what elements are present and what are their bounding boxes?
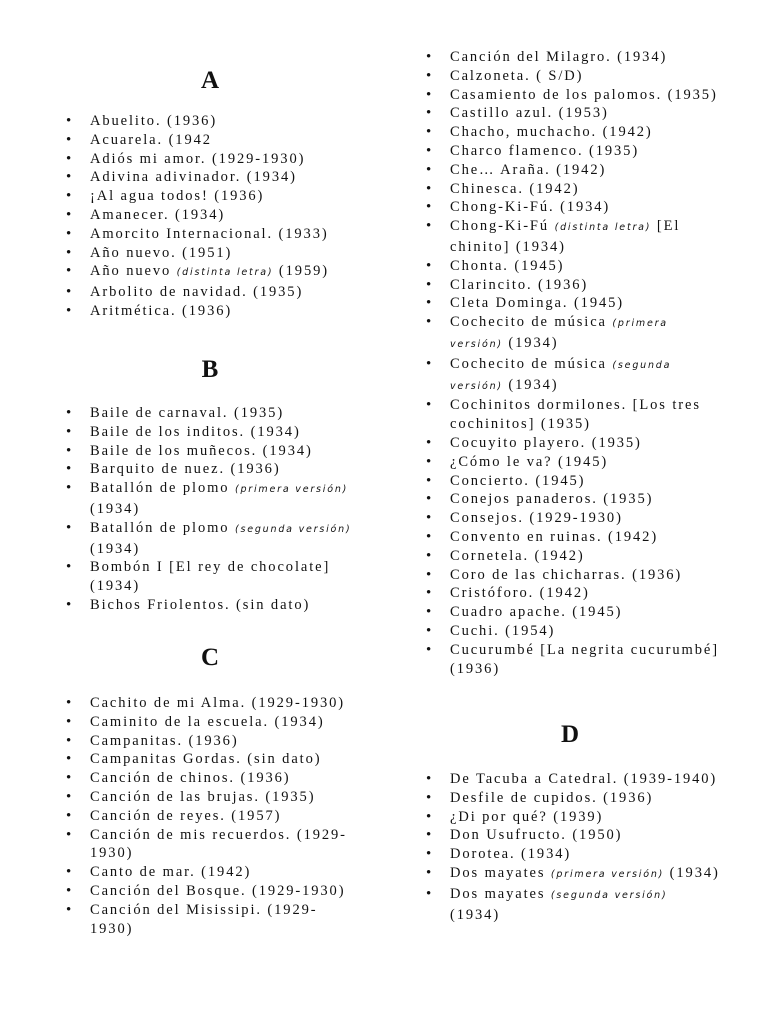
list-item [420,257,720,276]
list-item [60,713,360,732]
list-item [420,453,720,472]
item-text: Cucurumbé [La negrita cucurumbé] (1936) [450,641,719,677]
item-text: Cuchi. (1954) [450,622,556,639]
item-text: Abuelito. (1936) [90,113,218,129]
list-item [60,694,360,713]
item-text: Baile de los inditos. (1934) [90,423,301,440]
list-item [420,104,720,123]
item-text: Batallón de plomo [90,480,235,497]
item-text: (1934) [502,334,559,351]
song-list-b [60,404,360,615]
item-note: (primera versión) [550,868,665,880]
song-list-c-continued [420,48,720,678]
item-text: Baile de carnaval. (1935) [90,405,285,421]
list-item [60,112,360,131]
item-text: Adivina adivinador. (1934) [90,169,297,186]
list-item [420,490,720,509]
list-item [60,882,360,901]
item-text: Conejos panaderos. (1935) [450,491,654,508]
item-note: (segunda versión) [550,889,668,901]
item-text: Che… Araña. (1942) [450,161,607,178]
item-note: (distinta letra) [176,267,274,279]
item-text: De Tacuba a Catedral. (1939-1940) [450,771,718,787]
list-item [420,547,720,566]
item-text: Chinesca. (1942) [450,180,580,197]
item-text: Convento en ruinas. (1942) [450,528,659,545]
list-item [60,558,360,596]
list-item [60,807,360,826]
section-d [420,720,720,924]
item-text: Canción de chinos. (1936) [90,770,291,787]
item-text: Año nuevo [90,263,177,280]
item-text: Batallón de plomo [90,519,235,536]
list-item [420,123,720,142]
list-item [60,168,360,187]
list-item [420,67,720,86]
item-note: (segunda versión) [450,359,672,392]
section-heading-c: C [200,644,220,671]
list-item [60,206,360,225]
item-text: Canción del Misissipi. (1929-1930) [90,901,318,937]
item-note: (primera versión) [234,484,349,496]
item-text: Cristóforo. (1942) [450,585,590,602]
item-text: (1959) [273,263,329,280]
list-item [420,313,720,355]
list-item [60,150,360,169]
list-item [60,187,360,206]
list-item [420,180,720,199]
section-heading-d: D [560,721,580,748]
item-text: Chonta. (1945) [450,257,565,274]
item-text: [El chinito] (1934) [450,218,681,255]
section-a [60,66,360,321]
list-item [60,826,360,864]
item-text: Cochecito de música [450,355,613,372]
item-text: Dos mayates [450,885,551,902]
item-text: Año nuevo. (1951) [90,244,233,261]
list-item [420,355,720,397]
list-item [60,519,360,559]
list-item [420,198,720,217]
song-list-a [60,112,360,321]
item-text: Castillo azul. (1953) [450,105,609,122]
list-item [60,596,360,615]
list-item [420,566,720,585]
item-text: Bombón I [El rey de chocolate] (1934) [90,559,331,595]
item-text: Consejos. (1929-1930) [450,510,623,527]
list-item [60,901,360,939]
item-text: Caminito de la escuela. (1934) [90,713,325,730]
item-text: Dorotea. (1934) [450,846,572,863]
item-text: Casamiento de los palomos. (1935) [450,86,718,103]
item-text: Calzoneta. ( S/D) [450,67,584,84]
list-item [420,142,720,161]
list-item [60,863,360,882]
list-item [420,789,720,808]
list-item [60,479,360,519]
list-item [420,641,720,679]
item-text: Canción de reyes. (1957) [90,807,282,824]
item-text: Canción de las brujas. (1935) [90,788,316,805]
item-text: (1934) [502,376,559,393]
item-text: Canción del Bosque. (1929-1930) [90,882,346,899]
item-text: Dos mayates [450,864,551,881]
item-text: Cocuyito playero. (1935) [450,434,642,451]
item-text: Aritmética. (1936) [90,302,233,319]
item-text: (1934) [450,906,501,923]
item-note: (primera versión) [450,318,668,350]
list-item [60,788,360,807]
section-b [60,355,360,615]
list-item [420,396,720,434]
list-item [420,434,720,453]
item-text: Concierto. (1945) [450,472,586,489]
list-item [420,770,720,789]
item-text: Coro de las chicharras. (1936) [450,566,683,583]
list-item [420,603,720,622]
list-item [60,423,360,442]
section-c [60,643,360,938]
item-note: (segunda versión) [234,523,352,535]
list-item [420,294,720,313]
list-item [420,584,720,603]
list-item [420,864,720,885]
list-item [420,472,720,491]
item-text: Cachito de mi Alma. (1929-1930) [90,695,346,711]
list-item [420,217,720,257]
item-text: Cuadro apache. (1945) [450,604,623,621]
item-text: Barquito de nuez. (1936) [90,461,281,478]
item-text: Adiós mi amor. (1929-1930) [90,150,306,167]
list-item [420,48,720,67]
item-text: Chong-Ki-Fú [450,218,555,235]
item-text: Amanecer. (1934) [90,206,226,223]
song-list-c [60,694,360,938]
item-text: Bichos Friolentos. (sin dato) [90,596,311,613]
item-text: Canción del Milagro. (1934) [450,49,668,65]
list-item [60,769,360,788]
list-item [60,225,360,244]
item-text: Campanitas. (1936) [90,732,239,749]
item-text: Campanitas Gordas. (sin dato) [90,751,322,768]
item-text: Canción de mis recuerdos. (1929-1930) [90,826,347,862]
list-item [420,845,720,864]
list-item [60,460,360,479]
item-text: Amorcito Internacional. (1933) [90,225,329,242]
item-text: Chacho, muchacho. (1942) [450,124,653,141]
section-heading-b: B [201,356,219,383]
item-text: ¡Al agua todos! (1936) [90,188,265,205]
item-text: Desfile de cupidos. (1936) [450,789,654,806]
item-text: (1934) [90,540,141,557]
list-item [60,262,360,283]
list-item [60,283,360,302]
item-text: Baile de los muñecos. (1934) [90,442,313,459]
item-text: (1934) [90,500,141,517]
item-text: Cochecito de música [450,314,613,331]
list-item [60,244,360,263]
section-c-continued [420,48,720,678]
list-item [60,750,360,769]
item-text: Canto de mar. (1942) [90,864,252,881]
item-text: ¿Di por qué? (1939) [450,808,604,825]
item-text: Cochinitos dormilones. [Los tres cochinitos] (1935) [450,397,701,433]
list-item [420,161,720,180]
list-item [420,885,720,925]
item-text: Chong-Ki-Fú. (1934) [450,199,611,216]
list-item [420,509,720,528]
item-text: Charco flamenco. (1935) [450,142,640,159]
item-text: Cornetela. (1942) [450,547,585,564]
item-text: Don Usufructo. (1950) [450,827,623,844]
song-list-d [420,770,720,924]
item-text: (1934) [664,864,720,881]
item-text: ¿Cómo le va? (1945) [450,453,609,470]
section-heading-a: A [200,67,220,94]
list-item [420,86,720,105]
list-item [60,442,360,461]
list-item [60,404,360,423]
list-item [420,276,720,295]
item-text: Cleta Dominga. (1945) [450,295,624,312]
list-item [420,826,720,845]
list-item [420,528,720,547]
item-text: Acuarela. (1942 [90,131,212,148]
item-note: (distinta letra) [554,222,652,234]
list-item [60,732,360,751]
list-item [60,302,360,321]
list-item [60,131,360,150]
list-item [420,622,720,641]
item-text: Clarincito. (1936) [450,276,589,293]
item-text: Arbolito de navidad. (1935) [90,284,304,301]
list-item [420,808,720,827]
